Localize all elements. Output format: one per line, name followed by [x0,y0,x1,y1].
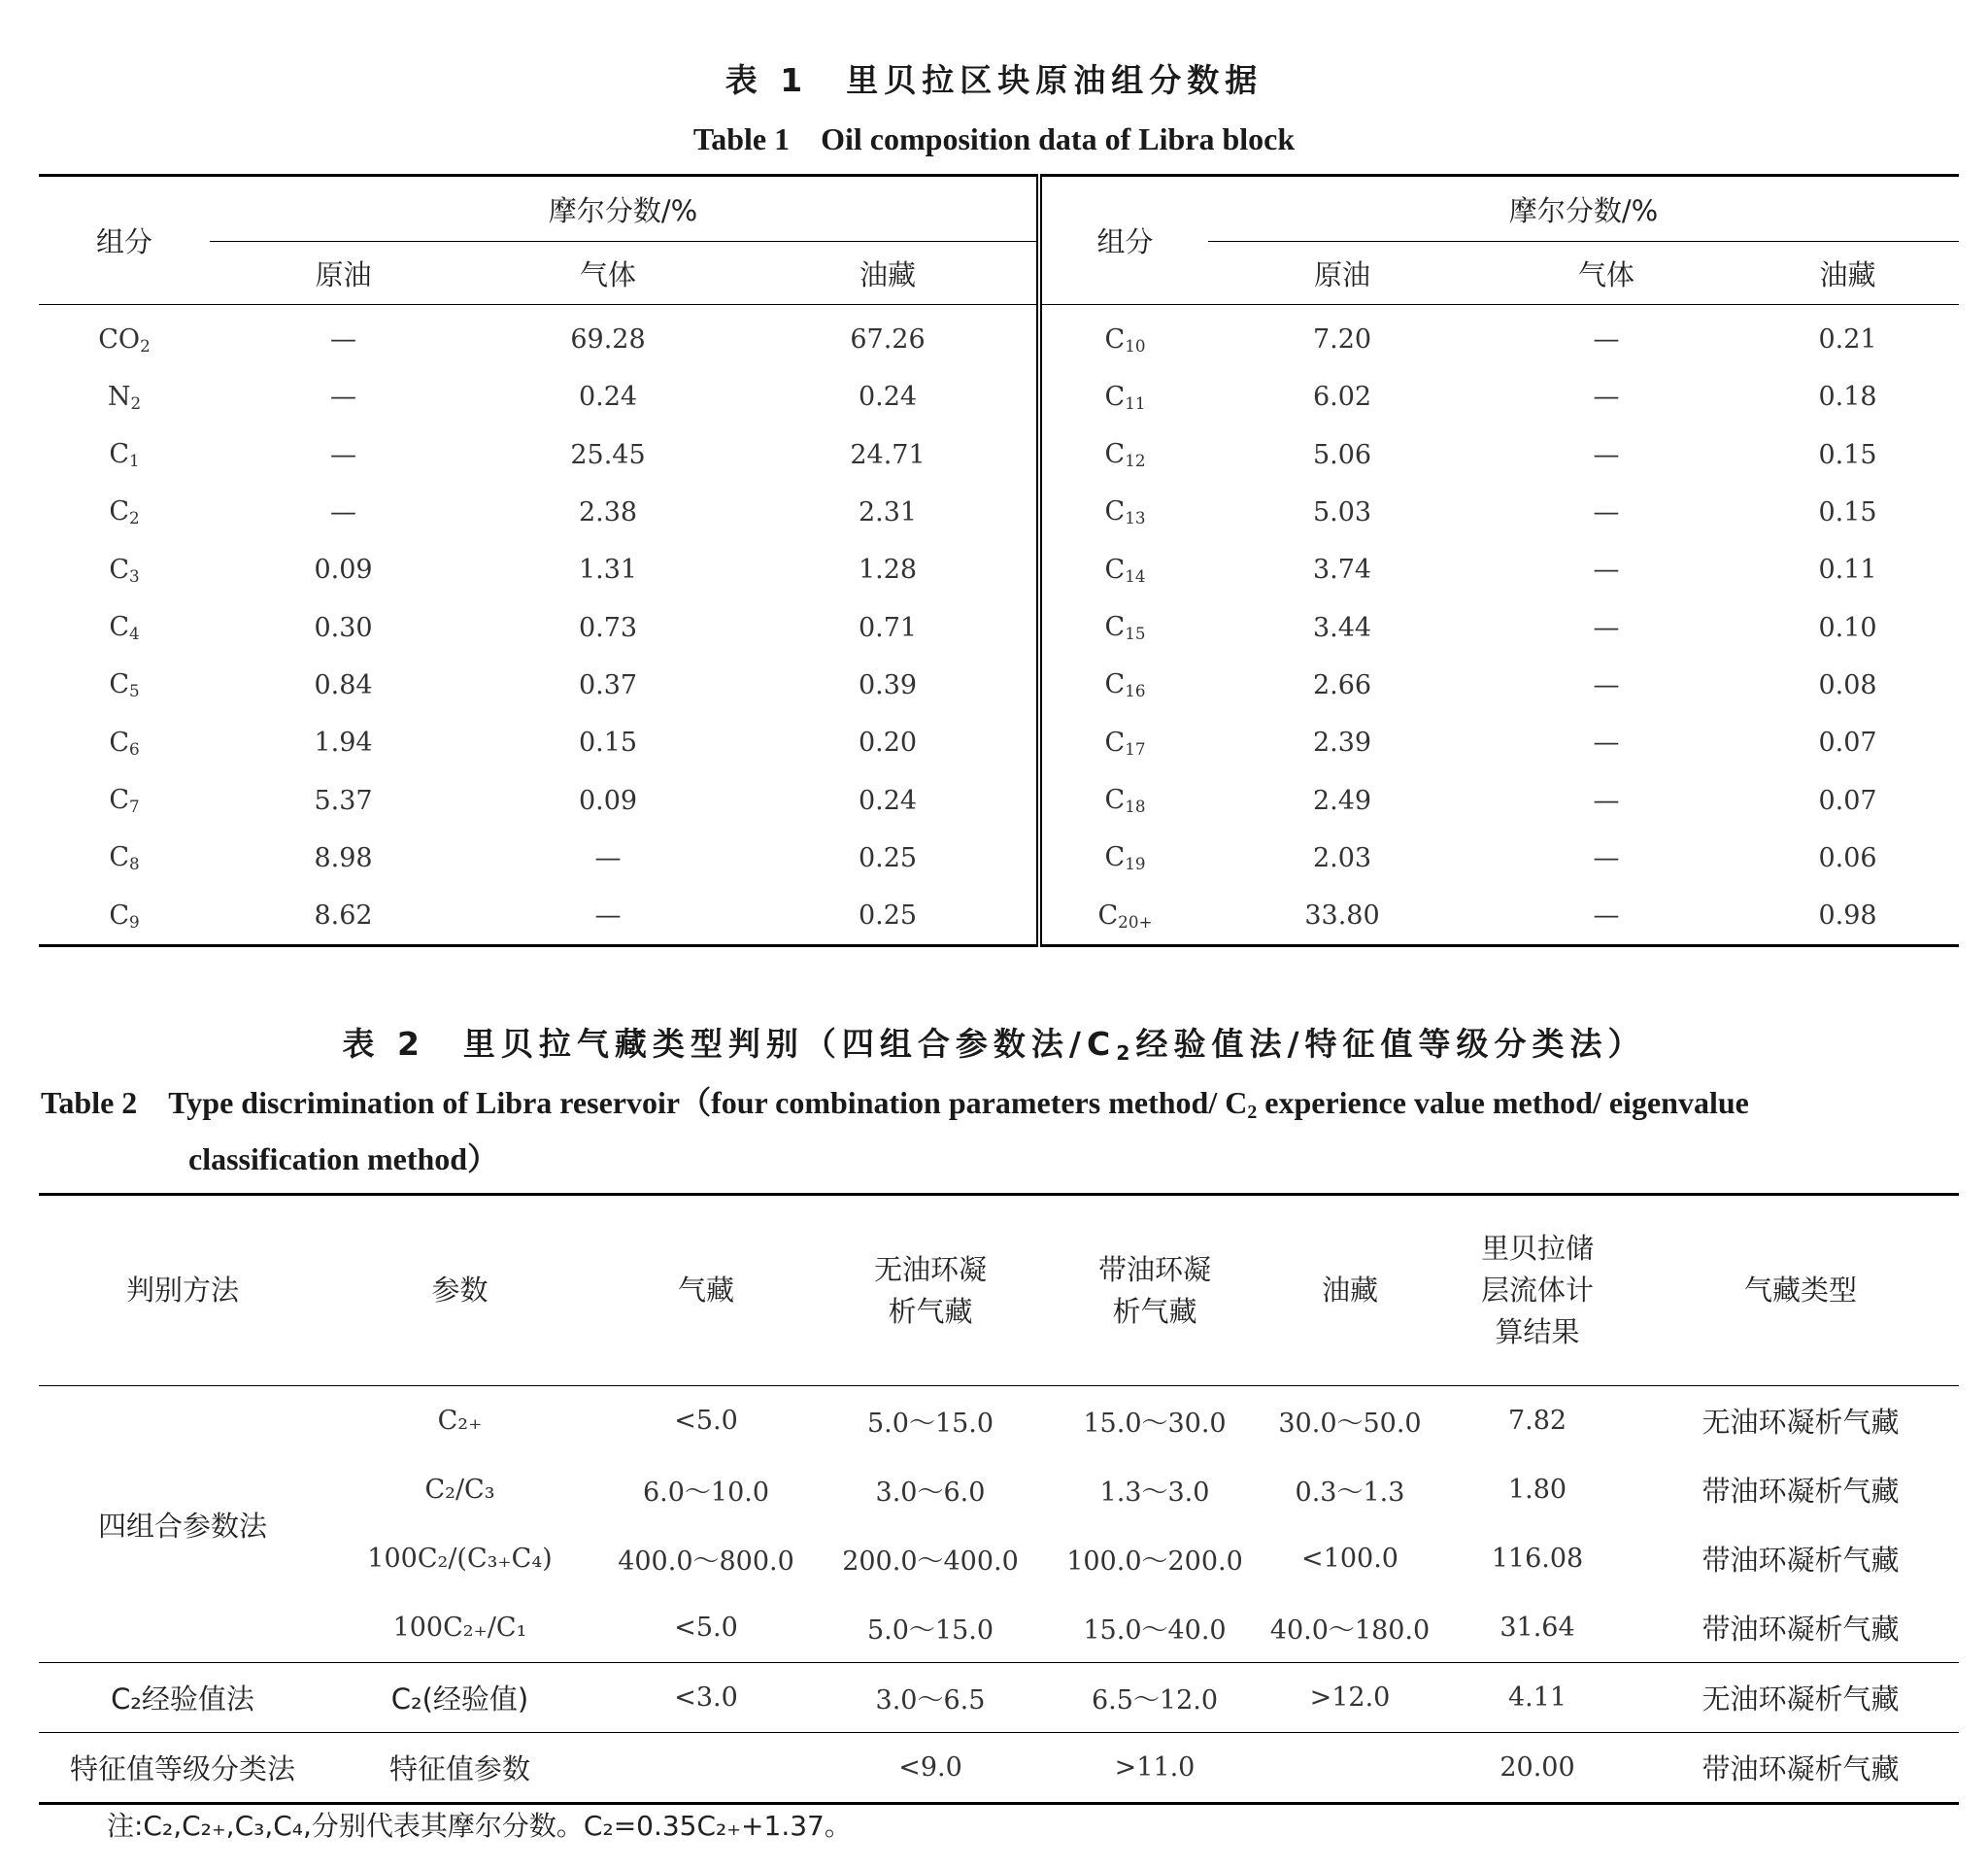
t1-left-mole-header: 摩尔分数/% [210,176,1039,242]
gas-value-cell: 0.15 [578,728,638,759]
type-cell: 带油环凝析气藏 [1702,1475,1900,1508]
param-cell: C₂(经验值) [326,1663,593,1733]
crude-value-cell: 7.20 [1312,324,1372,356]
param-cell: 特征值参数 [326,1733,593,1804]
crude-value-cell: 8.62 [314,901,373,932]
res-value-cell: 1.28 [739,541,1039,598]
gas-value-cell: 69.28 [570,324,646,356]
calc-cell: 31.64 [1499,1613,1575,1643]
calc-cell: 20.00 [1432,1733,1642,1804]
gas-value-cell: — [1593,497,1620,528]
component-cell: $C_2$ [109,496,140,528]
oil-cell: 0.3～1.3 [1295,1478,1405,1508]
res-value-cell: 0.08 [1818,669,1877,700]
table2-row [39,1455,1959,1524]
param-cell: 100C₂₊/C₁ [392,1613,527,1643]
gas-value-cell: — [1593,785,1620,816]
gas-value-cell: 2.38 [578,497,638,528]
oil_ring-cell: 6.5～12.0 [1042,1663,1267,1733]
gas-cell: 400.0～800.0 [618,1546,794,1577]
oil_ring-cell: 100.0～200.0 [1066,1546,1243,1577]
calc-cell: 1.80 [1507,1475,1567,1505]
component-cell: $C_{17}$ [1104,727,1146,759]
gas-value-cell: — [594,901,622,932]
calc-cell: 7.82 [1507,1406,1567,1436]
crude-value-cell: 0.09 [314,555,373,586]
res-value-cell: 0.25 [739,830,1039,887]
method-cell: 四组合参数法 [97,1509,267,1543]
no_oil-cell: 200.0～400.0 [842,1546,1019,1577]
gas-cell: 6.0～10.0 [642,1478,770,1508]
no_oil-cell: 3.0～6.0 [875,1478,986,1508]
gas-value-cell: — [1593,669,1620,700]
table2-row [39,1593,1959,1663]
component-cell: $C_8$ [109,842,140,874]
table1-row [39,830,1959,887]
oil_ring-cell: 15.0～40.0 [1083,1615,1227,1646]
table1-title-cn: 表 1 里贝拉区块原油组分数据 [724,61,1264,99]
param-cell: C₂₊ [437,1406,483,1436]
table1-row [39,887,1959,946]
res-value-cell: 0.15 [1818,497,1877,528]
crude-value-cell: 6.02 [1312,382,1372,413]
res-value-cell: 24.71 [739,426,1039,484]
component-cell: $C_{13}$ [1104,496,1146,528]
t1-right-crude-header: 原油 [1208,242,1476,305]
table1-row [39,305,1959,369]
res-value-cell: 0.11 [1818,555,1877,586]
oil-cell: 40.0～180.0 [1269,1615,1431,1646]
crude-value-cell: — [330,382,356,413]
table1-row [39,714,1959,771]
gas-value-cell: — [1593,439,1620,470]
type-cell: 带油环凝析气藏 [1702,1613,1900,1646]
gas-value-cell: — [1593,901,1620,932]
component-cell: $CO_2$ [98,323,151,356]
crude-value-cell: 5.03 [1312,497,1372,528]
crude-value-cell: 3.44 [1312,612,1372,643]
method-cell: C₂经验值法 [39,1663,326,1733]
table1-row [39,426,1959,484]
table-note: 注:C₂,C₂₊,C₃,C₄,分别代表其摩尔分数。C₂=0.35C₂₊+1.37。 [107,1810,852,1842]
gas-value-cell: 25.45 [570,439,646,470]
gas-value-cell: 0.24 [578,382,638,413]
oil-cell [1267,1733,1432,1804]
crude-value-cell: 5.06 [1312,439,1372,470]
t1-left-res-header: 油藏 [739,242,1039,305]
res-value-cell: 0.15 [1818,439,1877,470]
t2-method-header: 判别方法 [39,1195,326,1386]
component-cell: $C_6$ [109,727,140,759]
no_oil-cell: 5.0～15.0 [866,1409,994,1439]
table1-row [39,368,1959,425]
gas-value-cell: — [1593,728,1620,759]
component-cell: $C_5$ [109,669,140,701]
gas-value-cell: 0.09 [578,785,638,816]
table1-row [39,771,1959,829]
crude-value-cell: 2.66 [1312,669,1372,700]
t2-oil-ring-header: 带油环凝 析气藏 [1042,1195,1267,1386]
res-value-cell: 0.18 [1818,382,1877,413]
table2-title-cn: 表 2 里贝拉气藏类型判别（四组合参数法$/C_2$经验值法/特征值等级分类法） [342,1025,1646,1066]
component-cell: $C_{16}$ [1104,669,1146,701]
t1-left-gas-header: 气体 [477,242,739,305]
gas-value-cell: 0.73 [578,612,638,643]
res-value-cell: 0.20 [739,714,1039,771]
calc-cell: 116.08 [1491,1544,1584,1574]
res-value-cell: 0.98 [1818,901,1877,932]
oil-cell: <100.0 [1301,1544,1398,1574]
res-value-cell: 0.07 [1818,785,1877,816]
table2-row [39,1733,1959,1804]
gas-cell: <5.0 [674,1613,738,1643]
table2-row [39,1524,1959,1593]
t2-type-header: 气藏类型 [1642,1195,1959,1386]
gas-cell [593,1733,819,1804]
table2-title-en: Table 2 Type discrimination of Libra reservoir（four combination parameters method/ $C_2$ experience value method/ eigenvalue [41,1085,1749,1123]
table1-row [39,484,1959,541]
component-cell: $C_{15}$ [1104,612,1146,644]
oil-cell: >12.0 [1267,1663,1432,1733]
crude-value-cell: 1.94 [314,728,373,759]
t2-gas-res-header: 气藏 [593,1195,819,1386]
res-value-cell: 67.26 [739,305,1039,369]
type-cell: 带油环凝析气藏 [1642,1733,1959,1804]
gas-cell: <3.0 [593,1663,819,1733]
gas-value-cell: — [594,842,622,873]
table1-row [39,657,1959,714]
gas-value-cell: 0.37 [578,669,638,700]
crude-value-cell: 3.74 [1312,555,1372,586]
crude-value-cell: 0.84 [314,669,373,700]
component-cell: $N_2$ [107,381,142,414]
crude-value-cell: — [330,497,356,528]
res-value-cell: 0.07 [1818,728,1877,759]
res-value-cell: 0.25 [739,887,1039,946]
no_oil-cell: 5.0～15.0 [866,1615,994,1646]
crude-value-cell: 33.80 [1304,901,1380,932]
crude-value-cell: — [330,439,356,470]
t1-right-mole-header: 摩尔分数/% [1208,176,1959,242]
no_oil-cell: <9.0 [819,1733,1042,1804]
gas-value-cell: 1.31 [578,555,638,586]
component-cell: $C_{18}$ [1104,784,1146,817]
crude-value-cell: 8.98 [314,842,373,873]
table2-row [39,1663,1959,1733]
table1 [39,174,1959,947]
t1-right-component-header: 组分 [1039,176,1208,305]
t2-calc-header: 里贝拉储 层流体计 算结果 [1432,1195,1642,1386]
res-value-cell: 0.21 [1818,324,1877,356]
component-cell: $C_{20+}$ [1097,900,1153,932]
component-cell: $C_3$ [109,554,140,586]
res-value-cell: 0.06 [1818,842,1877,873]
t2-no-oil-ring-header: 无油环凝 析气藏 [819,1195,1042,1386]
crude-value-cell: 2.39 [1312,728,1372,759]
gas-value-cell: — [1593,382,1620,413]
crude-value-cell: — [330,324,356,356]
component-cell: $C_{11}$ [1104,381,1146,414]
param-cell: C₂/C₃ [424,1475,495,1505]
t2-param-header: 参数 [326,1195,593,1386]
res-value-cell: 0.39 [739,657,1039,714]
table1-row [39,541,1959,598]
oil-cell: 30.0～50.0 [1278,1409,1422,1439]
gas-cell: <5.0 [674,1406,738,1436]
gas-value-cell: — [1593,324,1620,356]
type-cell: 无油环凝析气藏 [1702,1406,1900,1439]
t2-oil-res-header: 油藏 [1267,1195,1432,1386]
component-cell: $C_1$ [109,439,140,471]
oil_ring-cell: >11.0 [1042,1733,1267,1804]
t1-left-crude-header: 原油 [210,242,477,305]
crude-value-cell: 5.37 [314,785,373,816]
type-cell: 无油环凝析气藏 [1642,1663,1959,1733]
method-cell: 特征值等级分类法 [39,1733,326,1804]
component-cell: $C_7$ [109,784,140,817]
res-value-cell: 0.24 [739,771,1039,829]
component-cell: $C_9$ [109,900,140,932]
table1-title-en: Table 1 Oil composition data of Libra block [692,121,1296,156]
type-cell: 带油环凝析气藏 [1702,1544,1900,1577]
oil_ring-cell: 1.3～3.0 [1099,1478,1210,1508]
component-cell: $C_4$ [109,612,140,644]
component-cell: $C_{12}$ [1104,439,1146,471]
t1-right-gas-header: 气体 [1476,242,1736,305]
table2-row [39,1386,1959,1456]
gas-value-cell: — [1593,842,1620,873]
component-cell: $C_{10}$ [1104,323,1146,356]
param-cell: 100C₂/(C₃₊C₄) [367,1544,553,1574]
component-cell: $C_{14}$ [1104,554,1146,586]
calc-cell: 4.11 [1432,1663,1642,1733]
res-value-cell: 0.10 [1818,612,1877,643]
gas-value-cell: — [1593,612,1620,643]
res-value-cell: 0.24 [739,368,1039,425]
res-value-cell: 0.71 [739,598,1039,656]
table2 [39,1193,1959,1805]
gas-value-cell: — [1593,555,1620,586]
crude-value-cell: 2.03 [1312,842,1372,873]
no_oil-cell: 3.0～6.5 [819,1663,1042,1733]
table2-title-en-line2: classification method） [188,1141,499,1176]
crude-value-cell: 0.30 [314,612,373,643]
crude-value-cell: 2.49 [1312,785,1372,816]
res-value-cell: 2.31 [739,484,1039,541]
table1-row [39,598,1959,656]
t1-left-component-header: 组分 [39,176,210,305]
t1-right-res-header: 油藏 [1736,242,1959,305]
oil_ring-cell: 15.0～30.0 [1083,1409,1227,1439]
component-cell: $C_{19}$ [1104,842,1146,874]
